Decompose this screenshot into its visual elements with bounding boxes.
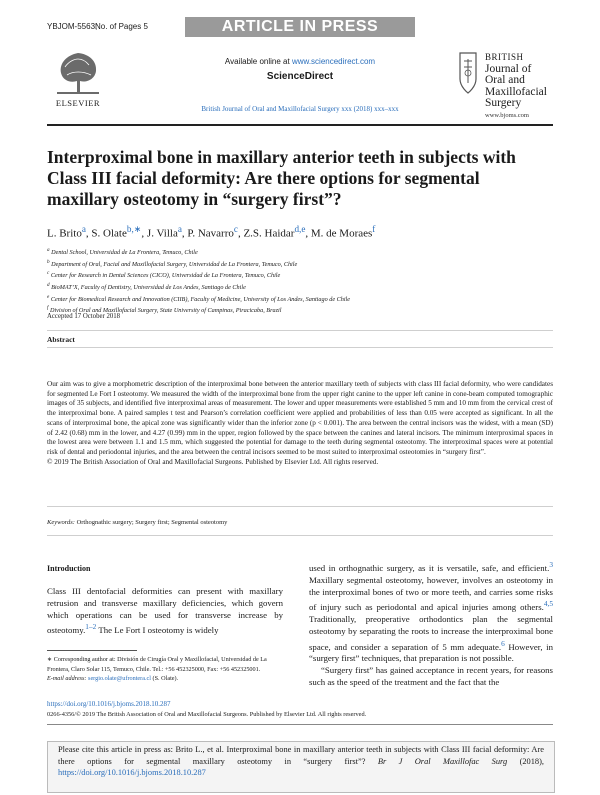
affiliation: $^e$ Center for Biomedical Research and Innovation (CIIB), Faculty of Medicine, University of Los Andes, Santiago de Chile [47,293,351,303]
footnote-rule [47,650,137,651]
journal-citation-line[interactable]: British Journal of Oral and Maxillofacial Surgery xxx (2018) xxx–xxx [201,105,399,113]
bjoms-title [485,52,547,110]
available-prefix: Available online at [224,57,292,66]
author-name: Z.S. Haidar [243,227,295,240]
author-name: P. Navarro [187,227,234,240]
author-affiliation-sup[interactable]: a [177,224,182,234]
bottom-rule [47,724,553,725]
keywords-label: Keywords: [47,519,75,526]
publisher-name: ELSEVIER [55,98,101,108]
author-affiliation-sup[interactable]: f [372,224,376,234]
section-heading: Introduction [47,564,91,573]
author-name: M. de Moraes [310,227,373,240]
affiliation-list [47,246,553,316]
affiliation: $^d$ BioMAT’X, Faculty of Dentistry, Universidad de Los Andes, Santiago de Chile [47,281,246,292]
paragraph: “Surgery first” has gained acceptance in recent years, for reasons such as the speed of the treatment and the fact that the [309,665,553,687]
author-affiliation-sup[interactable]: c [233,224,238,234]
bjoms-line: Surgery [485,97,522,109]
body-column-left: Class III dentofacial deformities can present with maxillary retrusion and transverse maxillary deficiencies, which govern which operations can be used for transverse increase by osteotomy.$^{1-2}$ The Le Fort I osteotomy is widely [47,586,283,636]
reference-link[interactable]: 3 [549,560,553,569]
keywords-rule [47,535,553,536]
abstract-body [47,380,553,467]
elsevier-tree-logo-icon [47,47,109,97]
bjoms-line: Maxillofacial [485,85,547,98]
bjoms-line: Oral and [485,74,525,86]
available-online [160,57,440,66]
abstract-heading: Abstract [47,335,75,344]
article-title: Interproximal bone in maxillary anterior teeth in subjects with Class III facial deformity: Are there options for segmental maxillary osteotomy in “surgery first”? [47,147,516,209]
journal-code: YBJOM-5563; [47,22,98,31]
author-list: L. Brito$^a$, S. Olate$^{b,∗}$, J. Villa$^a$, P. Navarro$^c$, Z.S. Haidar$^{d,e}$, M. de Moraes$^f$ [47,224,376,240]
reference-link[interactable]: 6 [501,638,505,648]
article-in-press-banner: ARTICLE IN PRESS [185,17,415,37]
bjoms-line: BRITISH [485,52,524,62]
header-divider [47,124,553,126]
citation-box: Please cite this article in press as: Brito L., et al. Interproximal bone in maxillary anterior teeth in subjects with Class III facial deformity: Are there options for segmental maxillary osteotomy in “surgery first”? Br J Oral Maxillofac Surg (2018), https://doi.org/10.1016/j.bjoms.2018.10.287 [47,741,555,793]
affiliation: $^a$ Dental School, Universidad de La Frontera, Temuco, Chile [47,247,198,257]
corresponding-author-footnote: ∗ Corresponding author at: División de Cirugía Oral y Maxillofacial, Universidad de La Frontera, Claro Solar 115, Temuco, Chile. Tel.: +56 452325000, Fax: +56 452325001. E-mail address: sergio.olate@ufrontera.cl (S. Olate). [47,656,267,683]
affiliation: $^f$ Division of Oral and Maxillofacial Surgery, State University of Campinas, Piracicaba, Brazil [47,305,282,315]
author-affiliation-sup[interactable]: d,e [294,224,306,234]
author-affiliation-sup[interactable]: b,∗ [126,224,142,234]
abstract-text: Our aim was to give a morphometric description of the interproximal bone between the anterior maxillary teeth of subjects with class III facial deformity, who were candidates for segmented Le Fort I osteotomy. We measured the width of the interproximal bone from the upper right canine to the upper left canine in cone-beam computed tomographic images of 35 subjects, and identified five interproximal areas of measurement. The lower and upper measurements were established 5 mm and 10 mm from the cervical crest of the interproximal bone. A paired samples t test and Pearson’s correlation coefficient were applied and probabilities of less than 0.05 were accepted as significant. In all the scans of interproximal bone, the apical zone was significantly wider than the inferior zone (p < 0.001). The area between the central incisors was the widest, with a mean (SD) of 2.42 (0.68) mm in the lower, and 4.27 (0.99) mm in the upper, region followed by the space between the canines and lateral incisors. The minimum interproximal spaces in the lowest area were between 1.1 and 1.5 mm, which suggested the potential for damage to the teeth during segmental osteotomy. The interproximal spaces were at potential risk of dental and periodontal injuries, and the area between the central incisors seemed to be most suited to interproximal osteotomies in “surgery first”. [47,380,553,456]
accepted-date: Accepted 17 October 2018 [47,313,121,320]
body-column-right [309,559,553,689]
sciencedirect-link[interactable]: www.sciencedirect.com [291,57,376,66]
bjoms-url[interactable]: www.bjoms.com [485,112,529,119]
abstract-top-rule [47,330,553,331]
affiliation: $^b$ Department of Oral, Facial and Maxillofacial Surgery, Universidad de La Frontera, Temuco, Chile [47,258,298,268]
abstract-bottom-rule [47,506,553,507]
citation-doi-link[interactable]: https://doi.org/10.1016/j.bjoms.2018.10.287 [58,768,206,777]
keywords [47,519,553,526]
pages-count: No. of Pages 5 [95,22,148,31]
reference-link[interactable]: 1–2 [85,622,97,632]
issn-line: 0266-4356/© 2019 The British Association of Oral and Maxillofacial Surgeons. Published by Elsevier Ltd. All rights reserved. [47,711,367,718]
paragraph: used in orthognathic surgery, as it is versatile, safe, and efficient.$^3$ Maxillary segmental osteotomy, however, involves an osteotomy in the interproximal bones of two or more teeth, and carries some risks of injury such as periodontal and apical injuries among others.$^{4,5}$ Traditionally, preoperative orthodontics plan the segmental osteotomy by separating the roots to increase the interproximal bone space, and consider a separation of 5 mm adequate.$^6$ However, in “surgery first” techniques, that preparation is not possible. [309,560,553,664]
author-name: S. Olate [91,227,127,240]
author-affiliation-sup[interactable]: a [81,224,86,234]
affiliation: $^c$ Center for Research in Dental Sciences (CICO), Universidad de La Frontera, Temuco, Chile [47,270,281,280]
reference-link[interactable]: 4,5 [543,599,553,609]
abstract-heading-rule [47,347,553,348]
bjoms-crest-icon [454,49,482,97]
bjoms-line: Journal of [485,62,532,75]
abstract-copyright: © 2019 The British Association of Oral and Maxillofacial Surgeons. Published by Elsevier Ltd. All rights reserved. [47,457,379,466]
sciencedirect-wordmark: ScienceDirect [266,71,334,82]
keywords-text: Orthognathic surgery; Surgery first; Segmental osteotomy [76,519,228,526]
email-link[interactable]: sergio.olate@ufrontera.cl [88,675,151,683]
author-name: J. Villa [146,227,178,240]
doi-link[interactable]: https://doi.org/10.1016/j.bjoms.2018.10.287 [47,700,171,708]
author-name: L. Brito [47,227,82,240]
